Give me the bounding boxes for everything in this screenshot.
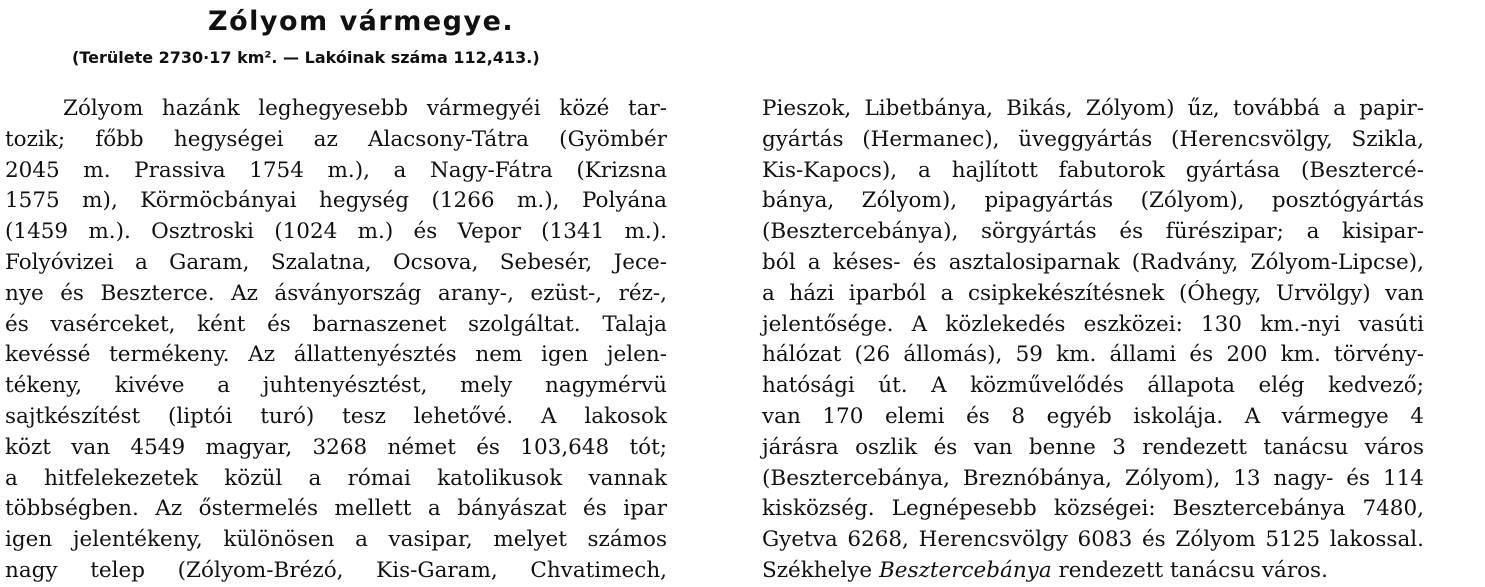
text-line: (1459 m.). Osztroski (1024 m.) és Vepor (1341 m.). [5, 219, 667, 245]
text-column-right [762, 94, 1424, 587]
text-line: nagy telep (Zólyom-Brézó, Kis-Garam, Chvatimech, [5, 557, 667, 583]
text-line: a hitfelekezetek közül a római katolikusok vannak [5, 465, 667, 491]
text-line: jelentősége. A közlekedés eszközei: 130 km.-nyi vasúti [762, 311, 1424, 337]
text-line: gyártás (Hermanec), üveggyártás (Herencsvölgy, Szikla, [762, 126, 1424, 152]
text-line: ból a késes- és asztalosiparnak (Radvány, Zólyom-Lipcse), [762, 249, 1424, 275]
text-line: kevéssé termékeny. Az állattenyésztés nem igen jelen- [5, 342, 667, 368]
text-line: 2045 m. Prassiva 1754 m.), a Nagy-Fátra (Krizsna [5, 157, 667, 183]
text-line: Zólyom hazánk leghegyesebb vármegyéi közé tar- [63, 96, 667, 121]
text-line: tékeny, kivéve a juhtenyésztést, mely nagymérvü [5, 373, 667, 399]
text-line: kisközség. Legnépesebb községei: Besztercebánya 7480, [762, 496, 1424, 522]
text-line: Folyóvizei a Garam, Szalatna, Ocsova, Sebesér, Jece- [5, 249, 667, 275]
text-line: hatósági út. A közművelődés állapota elég kedvező; [762, 373, 1424, 399]
seat-line [762, 556, 1424, 587]
text-line: tozik; főbb hegységei az Alacsony-Tátra (Gyömbér [5, 126, 667, 152]
text-line: 1575 m), Körmöcbányai hegység (1266 m.), Polyána [5, 188, 667, 214]
text-line: Gyetva 6268, Herencsvölgy 6083 és Zólyom 5125 lakossal. [762, 527, 1424, 553]
text-line: a házi iparból a csipkekészítésnek (Óhegy, Urvölgy) van [762, 280, 1424, 306]
seat-city: Besztercebánya [878, 557, 1052, 583]
page-subtitle: (Területe 2730·17 km². — Lakóinak száma 112,413.) [72, 48, 540, 67]
text-line: van 170 elemi és 8 egyéb iskolája. A vármegye 4 [762, 403, 1424, 429]
text-line: (Besztercebánya), sörgyártás és fürészipar; a kisipar- [762, 219, 1424, 245]
text-line: bánya, Zólyom), pipagyártás (Zólyom), posztógyártás [762, 188, 1424, 214]
text-line: nye és Beszterce. Az ásványország arany-, ezüst-, réz-, [5, 280, 667, 306]
text-line: közt van 4549 magyar, 3268 német és 103,648 tót; [5, 434, 667, 460]
text-column-left [5, 94, 667, 587]
text-line: és vasérceket, ként és barnaszenet szolgáltat. Talaja [5, 311, 667, 337]
text-line: (Besztercebánya, Breznóbánya, Zólyom), 13 nagy- és 114 [762, 465, 1424, 491]
seat-prefix: Székhelye [762, 557, 879, 583]
text-line: igen jelentékeny, különösen a vasipar, melyet számos [5, 527, 667, 553]
text-line: Kis-Kapocs), a hajlított fabutorok gyártása (Besztercé- [762, 157, 1424, 183]
text-line: járásra oszlik és van benne 3 rendezett tanácsu város [762, 434, 1424, 460]
page-title: Zólyom vármegye. [208, 6, 515, 37]
text-line: hálózat (26 állomás), 59 km. állami és 200 km. törvény- [762, 342, 1424, 368]
text-line: többségben. Az őstermelés mellett a bányászat és ipar [5, 496, 667, 522]
seat-suffix: rendezett tanácsu város. [1051, 557, 1328, 583]
text-line: sajtkészítést (liptói turó) tesz lehetővé. A lakosok [5, 403, 667, 429]
text-line: Pieszok, Libetbánya, Bikás, Zólyom) űz, továbbá a papir- [762, 96, 1424, 121]
